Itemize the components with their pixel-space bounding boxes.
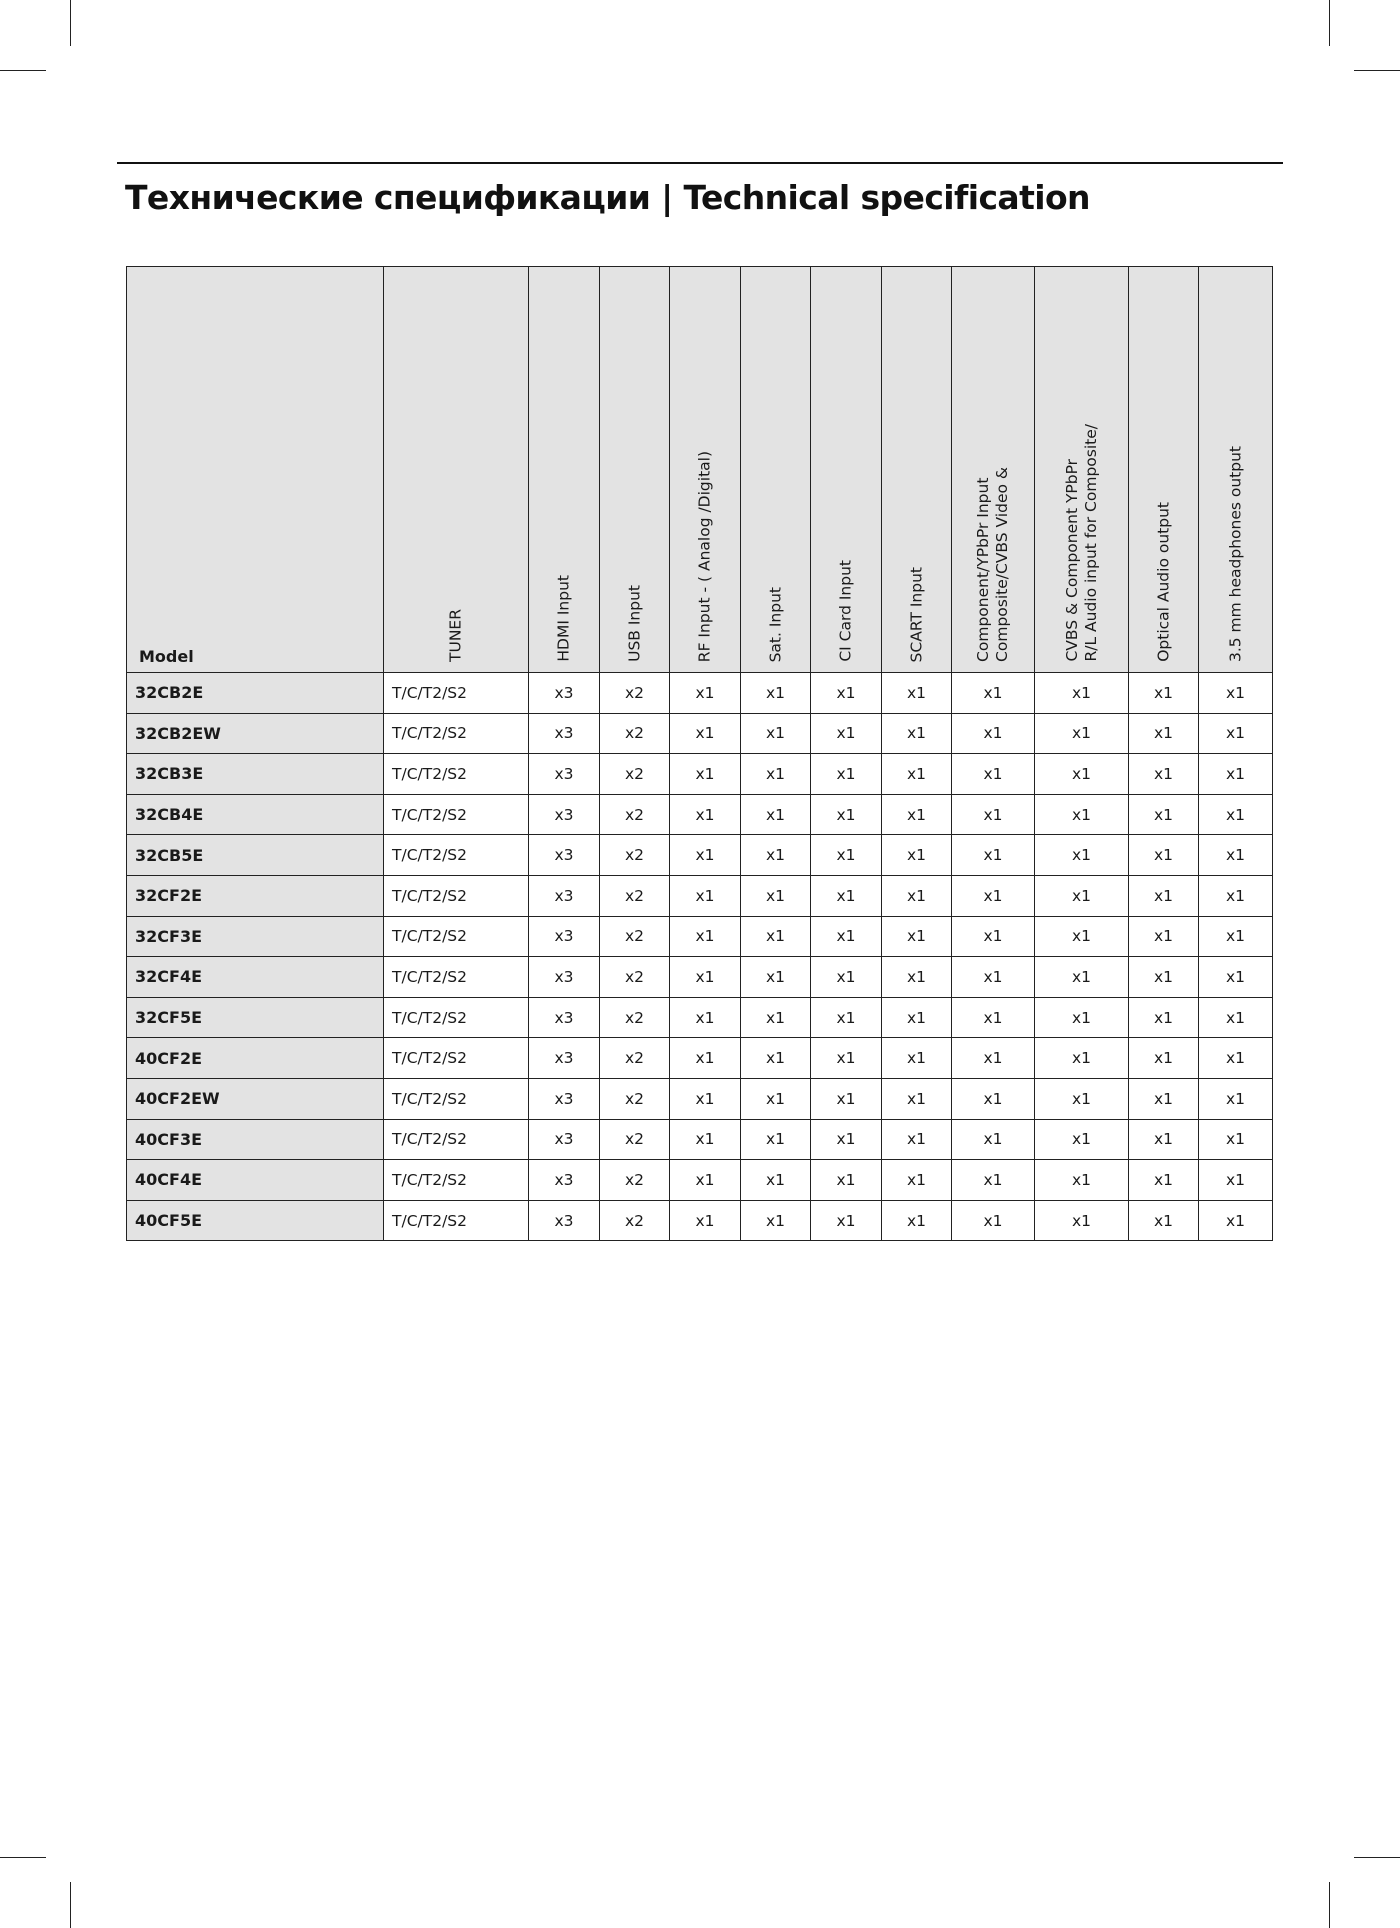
composite-cell: x1 — [952, 875, 1035, 916]
scart-cell: x1 — [882, 713, 952, 754]
tuner-cell: T/C/T2/S2 — [384, 754, 529, 795]
hdmi-cell: x3 — [529, 794, 600, 835]
headphones-cell: x1 — [1199, 1119, 1273, 1160]
sat-cell: x1 — [741, 754, 811, 795]
ci-cell: x1 — [811, 875, 882, 916]
scart-cell: x1 — [882, 1078, 952, 1119]
hdmi-cell: x3 — [529, 673, 600, 714]
rl-cell: x1 — [1035, 1200, 1129, 1241]
composite-cell: x1 — [952, 957, 1035, 998]
model-cell: 32CF3E — [127, 916, 384, 957]
model-cell: 32CB3E — [127, 754, 384, 795]
composite-cell: x1 — [952, 1200, 1035, 1241]
hdmi-cell: x3 — [529, 916, 600, 957]
hdmi-cell: x3 — [529, 1078, 600, 1119]
hdmi-cell: x3 — [529, 1038, 600, 1079]
headphones-cell: x1 — [1199, 957, 1273, 998]
crop-mark — [1329, 0, 1330, 46]
header-model: Model — [127, 267, 384, 673]
rf-cell: x1 — [670, 957, 741, 998]
header-headphones: 3.5 mm headphones output — [1199, 267, 1273, 673]
headphones-cell: x1 — [1199, 997, 1273, 1038]
composite-cell: x1 — [952, 794, 1035, 835]
rl-cell: x1 — [1035, 957, 1129, 998]
optical-cell: x1 — [1129, 997, 1199, 1038]
hdmi-cell: x3 — [529, 754, 600, 795]
optical-cell: x1 — [1129, 1160, 1199, 1201]
table-row — [127, 916, 1273, 957]
headphones-cell: x1 — [1199, 754, 1273, 795]
header-rule — [117, 162, 1283, 164]
tuner-cell: T/C/T2/S2 — [384, 713, 529, 754]
hdmi-cell: x3 — [529, 875, 600, 916]
header-ci: CI Card Input — [811, 267, 882, 673]
tuner-cell: T/C/T2/S2 — [384, 794, 529, 835]
table-row — [127, 673, 1273, 714]
rl-cell: x1 — [1035, 713, 1129, 754]
rl-cell: x1 — [1035, 794, 1129, 835]
usb-cell: x2 — [600, 835, 670, 876]
optical-cell: x1 — [1129, 1078, 1199, 1119]
usb-cell: x2 — [600, 713, 670, 754]
scart-cell: x1 — [882, 916, 952, 957]
tuner-cell: T/C/T2/S2 — [384, 875, 529, 916]
hdmi-cell: x3 — [529, 1119, 600, 1160]
tuner-cell: T/C/T2/S2 — [384, 673, 529, 714]
composite-cell: x1 — [952, 754, 1035, 795]
header-row — [127, 267, 1273, 673]
table-row — [127, 835, 1273, 876]
composite-cell: x1 — [952, 835, 1035, 876]
headphones-cell: x1 — [1199, 1038, 1273, 1079]
composite-cell: x1 — [952, 997, 1035, 1038]
sat-cell: x1 — [741, 1200, 811, 1241]
ci-cell: x1 — [811, 916, 882, 957]
usb-cell: x2 — [600, 1200, 670, 1241]
usb-cell: x2 — [600, 794, 670, 835]
table-row — [127, 1038, 1273, 1079]
table-row — [127, 997, 1273, 1038]
optical-cell: x1 — [1129, 1119, 1199, 1160]
crop-mark — [1329, 1882, 1330, 1928]
composite-cell: x1 — [952, 1160, 1035, 1201]
rf-cell: x1 — [670, 673, 741, 714]
rf-cell: x1 — [670, 835, 741, 876]
sat-cell: x1 — [741, 957, 811, 998]
optical-cell: x1 — [1129, 1038, 1199, 1079]
rl-cell: x1 — [1035, 1160, 1129, 1201]
tuner-cell: T/C/T2/S2 — [384, 1160, 529, 1201]
header-tuner: TUNER — [384, 267, 529, 673]
model-cell: 32CB5E — [127, 835, 384, 876]
headphones-cell: x1 — [1199, 673, 1273, 714]
hdmi-cell: x3 — [529, 997, 600, 1038]
composite-cell: x1 — [952, 1038, 1035, 1079]
model-cell: 40CF3E — [127, 1119, 384, 1160]
headphones-cell: x1 — [1199, 794, 1273, 835]
table-row — [127, 1200, 1273, 1241]
crop-mark — [1354, 1857, 1400, 1858]
table-row — [127, 794, 1273, 835]
model-cell: 32CF2E — [127, 875, 384, 916]
usb-cell: x2 — [600, 1038, 670, 1079]
scart-cell: x1 — [882, 1038, 952, 1079]
sat-cell: x1 — [741, 1038, 811, 1079]
hdmi-cell: x3 — [529, 713, 600, 754]
sat-cell: x1 — [741, 794, 811, 835]
rf-cell: x1 — [670, 754, 741, 795]
ci-cell: x1 — [811, 1160, 882, 1201]
optical-cell: x1 — [1129, 875, 1199, 916]
table-row — [127, 1160, 1273, 1201]
rf-cell: x1 — [670, 713, 741, 754]
rl-cell: x1 — [1035, 754, 1129, 795]
rf-cell: x1 — [670, 1038, 741, 1079]
ci-cell: x1 — [811, 835, 882, 876]
hdmi-cell: x3 — [529, 1160, 600, 1201]
rf-cell: x1 — [670, 1119, 741, 1160]
ci-cell: x1 — [811, 957, 882, 998]
usb-cell: x2 — [600, 1160, 670, 1201]
composite-cell: x1 — [952, 713, 1035, 754]
table-row — [127, 713, 1273, 754]
crop-mark — [1354, 70, 1400, 71]
usb-cell: x2 — [600, 875, 670, 916]
table-row — [127, 875, 1273, 916]
sat-cell: x1 — [741, 713, 811, 754]
rl-cell: x1 — [1035, 835, 1129, 876]
sat-cell: x1 — [741, 997, 811, 1038]
rl-cell: x1 — [1035, 875, 1129, 916]
ci-cell: x1 — [811, 713, 882, 754]
model-cell: 40CF5E — [127, 1200, 384, 1241]
header-usb: USB Input — [600, 267, 670, 673]
sat-cell: x1 — [741, 916, 811, 957]
composite-cell: x1 — [952, 1078, 1035, 1119]
usb-cell: x2 — [600, 673, 670, 714]
rf-cell: x1 — [670, 794, 741, 835]
rf-cell: x1 — [670, 1200, 741, 1241]
rl-cell: x1 — [1035, 673, 1129, 714]
header-hdmi: HDMI Input — [529, 267, 600, 673]
usb-cell: x2 — [600, 916, 670, 957]
scart-cell: x1 — [882, 1160, 952, 1201]
header-scart: SCART Input — [882, 267, 952, 673]
scart-cell: x1 — [882, 875, 952, 916]
tuner-cell: T/C/T2/S2 — [384, 1038, 529, 1079]
header-composite: Composite/CVBS Video & Component/YPbPr Input — [952, 267, 1035, 673]
table-row — [127, 1119, 1273, 1160]
scart-cell: x1 — [882, 794, 952, 835]
scart-cell: x1 — [882, 754, 952, 795]
model-cell: 32CF4E — [127, 957, 384, 998]
model-cell: 40CF2EW — [127, 1078, 384, 1119]
composite-cell: x1 — [952, 673, 1035, 714]
optical-cell: x1 — [1129, 673, 1199, 714]
crop-mark — [70, 0, 71, 46]
sat-cell: x1 — [741, 1119, 811, 1160]
tuner-cell: T/C/T2/S2 — [384, 997, 529, 1038]
optical-cell: x1 — [1129, 957, 1199, 998]
header-rf: RF Input - ( Analog /Digital) — [670, 267, 741, 673]
sat-cell: x1 — [741, 835, 811, 876]
tuner-cell: T/C/T2/S2 — [384, 916, 529, 957]
rl-cell: x1 — [1035, 1119, 1129, 1160]
ci-cell: x1 — [811, 754, 882, 795]
optical-cell: x1 — [1129, 916, 1199, 957]
usb-cell: x2 — [600, 754, 670, 795]
optical-cell: x1 — [1129, 754, 1199, 795]
page-title: Технические спецификации | Technical specification — [125, 178, 1090, 217]
usb-cell: x2 — [600, 1119, 670, 1160]
ci-cell: x1 — [811, 1119, 882, 1160]
rl-cell: x1 — [1035, 1078, 1129, 1119]
headphones-cell: x1 — [1199, 1200, 1273, 1241]
header-rl-audio: R/L Audio input for Composite/ CVBS & Component YPbPr — [1035, 267, 1129, 673]
model-cell: 32CB2E — [127, 673, 384, 714]
composite-cell: x1 — [952, 1119, 1035, 1160]
hdmi-cell: x3 — [529, 1200, 600, 1241]
optical-cell: x1 — [1129, 1200, 1199, 1241]
tuner-cell: T/C/T2/S2 — [384, 835, 529, 876]
scart-cell: x1 — [882, 835, 952, 876]
tuner-cell: T/C/T2/S2 — [384, 1078, 529, 1119]
ci-cell: x1 — [811, 1200, 882, 1241]
scart-cell: x1 — [882, 957, 952, 998]
scart-cell: x1 — [882, 1200, 952, 1241]
headphones-cell: x1 — [1199, 713, 1273, 754]
table-row — [127, 957, 1273, 998]
tuner-cell: T/C/T2/S2 — [384, 1200, 529, 1241]
model-cell: 32CF5E — [127, 997, 384, 1038]
model-cell: 40CF4E — [127, 1160, 384, 1201]
rf-cell: x1 — [670, 916, 741, 957]
sat-cell: x1 — [741, 1078, 811, 1119]
crop-mark — [0, 70, 46, 71]
optical-cell: x1 — [1129, 713, 1199, 754]
header-optical: Optical Audio output — [1129, 267, 1199, 673]
model-cell: 32CB2EW — [127, 713, 384, 754]
usb-cell: x2 — [600, 1078, 670, 1119]
ci-cell: x1 — [811, 1078, 882, 1119]
header-sat: Sat. Input — [741, 267, 811, 673]
headphones-cell: x1 — [1199, 1078, 1273, 1119]
optical-cell: x1 — [1129, 835, 1199, 876]
crop-mark — [70, 1882, 71, 1928]
scart-cell: x1 — [882, 997, 952, 1038]
rl-cell: x1 — [1035, 1038, 1129, 1079]
headphones-cell: x1 — [1199, 916, 1273, 957]
model-cell: 40CF2E — [127, 1038, 384, 1079]
ci-cell: x1 — [811, 673, 882, 714]
rf-cell: x1 — [670, 1078, 741, 1119]
hdmi-cell: x3 — [529, 835, 600, 876]
rl-cell: x1 — [1035, 916, 1129, 957]
ci-cell: x1 — [811, 1038, 882, 1079]
tuner-cell: T/C/T2/S2 — [384, 1119, 529, 1160]
model-cell: 32CB4E — [127, 794, 384, 835]
headphones-cell: x1 — [1199, 835, 1273, 876]
crop-mark — [0, 1857, 46, 1858]
rf-cell: x1 — [670, 997, 741, 1038]
sat-cell: x1 — [741, 673, 811, 714]
tuner-cell: T/C/T2/S2 — [384, 957, 529, 998]
scart-cell: x1 — [882, 1119, 952, 1160]
hdmi-cell: x3 — [529, 957, 600, 998]
usb-cell: x2 — [600, 997, 670, 1038]
spec-table — [126, 266, 1273, 1241]
rl-cell: x1 — [1035, 997, 1129, 1038]
optical-cell: x1 — [1129, 794, 1199, 835]
rf-cell: x1 — [670, 875, 741, 916]
scart-cell: x1 — [882, 673, 952, 714]
headphones-cell: x1 — [1199, 875, 1273, 916]
table-row — [127, 754, 1273, 795]
ci-cell: x1 — [811, 794, 882, 835]
table-row — [127, 1078, 1273, 1119]
usb-cell: x2 — [600, 957, 670, 998]
ci-cell: x1 — [811, 997, 882, 1038]
sat-cell: x1 — [741, 1160, 811, 1201]
headphones-cell: x1 — [1199, 1160, 1273, 1201]
rf-cell: x1 — [670, 1160, 741, 1201]
sat-cell: x1 — [741, 875, 811, 916]
composite-cell: x1 — [952, 916, 1035, 957]
